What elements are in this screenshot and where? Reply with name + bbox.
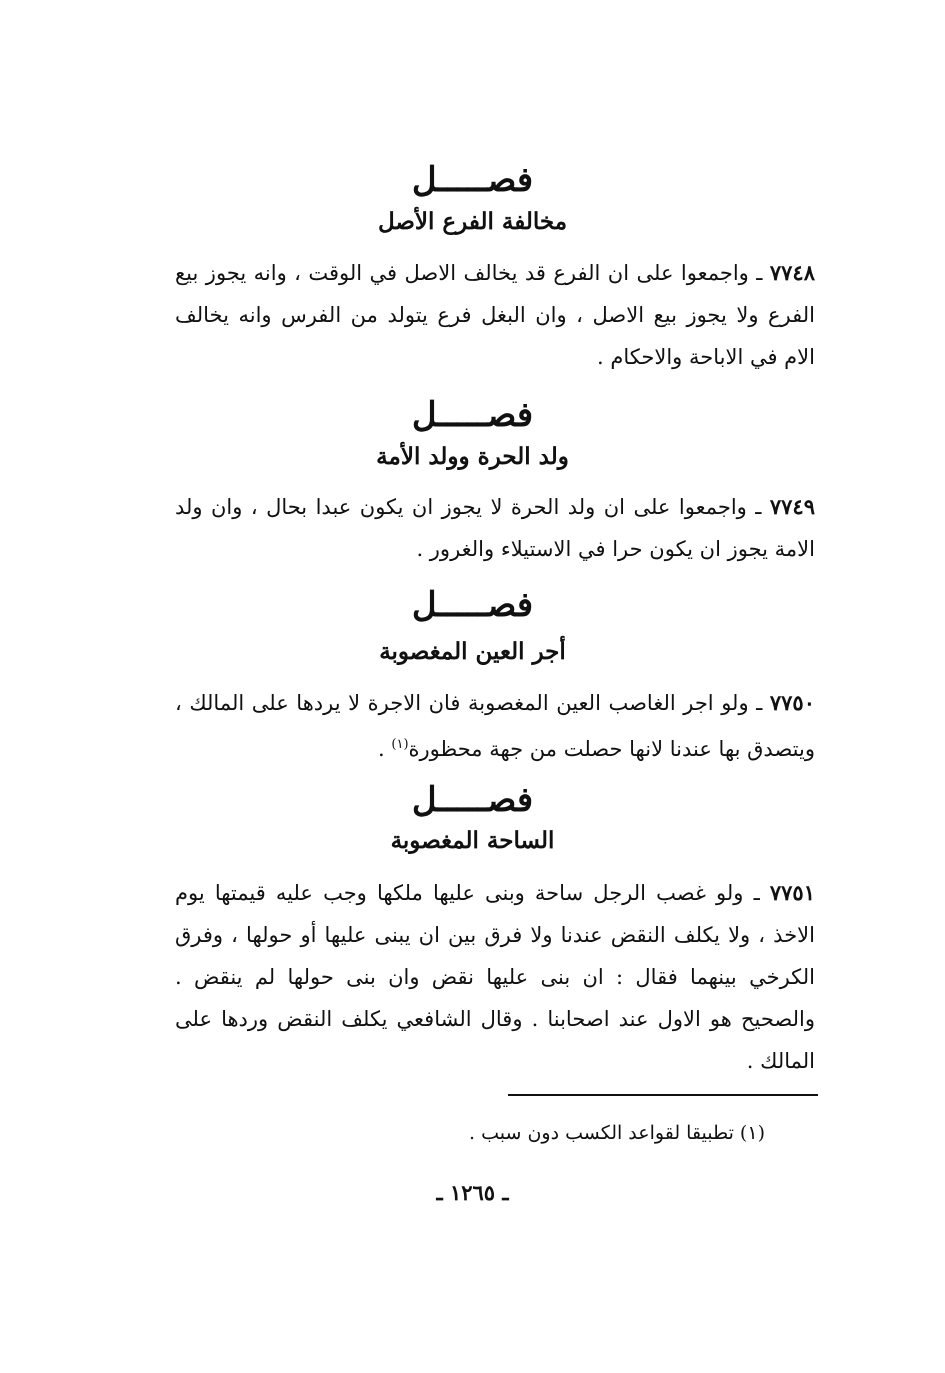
footnote: (١) تطبيقا لقواعد الكسب دون سبب . (469, 1122, 765, 1144)
footnote-reference: (١) (391, 737, 409, 752)
paragraph-number: ٧٧٤٩ (769, 494, 815, 519)
section-title: أجر العين المغصوبة (379, 638, 566, 665)
chapter-label: فصـــــل (411, 585, 534, 625)
paragraph-7750 (175, 682, 815, 770)
section-title: الساحة المغصوبة (390, 827, 555, 854)
section-title: مخالفة الفرع الأصل (377, 208, 568, 235)
chapter-label: فصـــــل (411, 160, 534, 200)
paragraph-text: ـ واجمعوا على ان ولد الحرة لا يجوز ان يكون عبدا بحال ، وان ولد الامة يجوز ان يكون حرا في الاستيلاء والغرور . (175, 495, 815, 561)
footnote-divider (508, 1094, 818, 1096)
paragraph-7751 (175, 872, 815, 1082)
paragraph-number: ٧٧٥١ (769, 880, 815, 905)
chapter-label: فصـــــل (411, 395, 534, 435)
section-title: ولد الحرة وولد الأمة (376, 443, 569, 470)
paragraph-text: ـ واجمعوا على ان الفرع قد يخالف الاصل في الوقت ، وانه يجوز بيع الفرع ولا يجوز بيع الاصل ، وان البغل فرع يتولد من الفرس وانه يخالف الام في الاباحة والاحكام . (175, 261, 815, 369)
paragraph-text-end: . (378, 737, 392, 761)
page-number: ـ ١٢٦٥ ـ (436, 1180, 509, 1205)
chapter-label: فصـــــل (411, 780, 534, 820)
paragraph-text: ـ ولو اجر الغاصب العين المغصوبة فان الاجرة لا يردها على المالك ، ويتصدق بها عندنا لانها حصلت من جهة محظورة (175, 691, 815, 761)
paragraph-7748 (175, 252, 815, 378)
paragraph-number: ٧٧٥٠ (769, 690, 815, 715)
paragraph-7749 (175, 486, 815, 570)
paragraph-text: ـ ولو غصب الرجل ساحة وبنى عليها ملكها وجب عليه قيمتها يوم الاخذ ، ولا يكلف النقض عندنا ولا فرق بين ان يبنى عليها أو حولها ، وفرق الكرخي بينهما فقال : ان بنى عليها نقض وان بنى حولها لم ينقض . والصحيح هو الاول عند اصحابنا . وقال الشافعي يكلف النقض وردها على المالك . (175, 881, 815, 1073)
paragraph-number: ٧٧٤٨ (769, 260, 815, 285)
